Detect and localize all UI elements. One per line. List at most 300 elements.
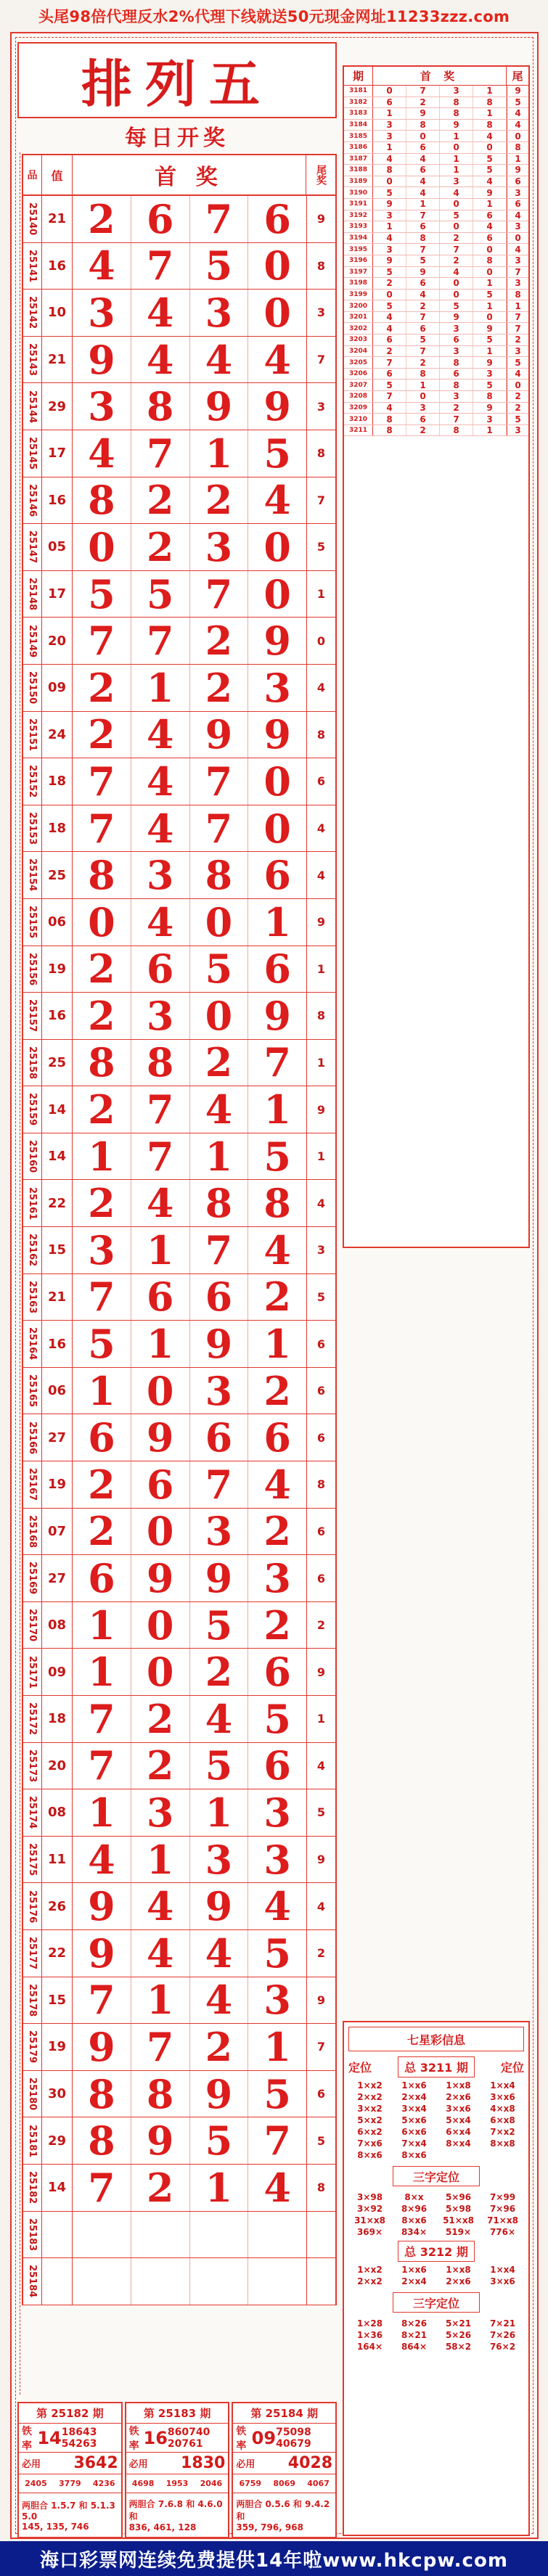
history-digit: 0 bbox=[373, 176, 406, 187]
draw-period: 25180 bbox=[23, 2071, 42, 2117]
combo-item: 7×26 bbox=[489, 2330, 516, 2340]
draw-digit: 2 bbox=[190, 1649, 249, 1695]
history-digit: 7 bbox=[406, 312, 440, 323]
info-box bbox=[343, 2021, 530, 2536]
history-row bbox=[344, 278, 528, 290]
history-digits bbox=[373, 120, 507, 131]
draw-tail: 9 bbox=[306, 196, 335, 242]
draw-digit: 7 bbox=[73, 618, 131, 664]
draw-period: 25146 bbox=[23, 477, 42, 524]
draw-row bbox=[22, 1602, 337, 1649]
history-digit: 2 bbox=[440, 255, 473, 266]
history-row bbox=[344, 142, 528, 154]
history-digits bbox=[373, 312, 507, 323]
history-digit: 2 bbox=[373, 346, 406, 357]
history-digit: 5 bbox=[373, 187, 406, 198]
panel-a-label: 铁率 bbox=[236, 2425, 247, 2452]
history-row bbox=[344, 425, 528, 437]
draw-digit: 2 bbox=[73, 1180, 131, 1226]
history-tail: 3 bbox=[507, 346, 528, 357]
draw-digit: 3 bbox=[131, 993, 190, 1039]
combo-item: 5×x6 bbox=[401, 2115, 427, 2125]
history-row bbox=[344, 97, 528, 109]
draw-digit: 1 bbox=[131, 665, 190, 711]
draw-digit: 3 bbox=[190, 1837, 249, 1883]
draw-period: 25182 bbox=[23, 2165, 42, 2211]
history-digit: 6 bbox=[406, 323, 440, 334]
draw-sum: 29 bbox=[42, 2117, 73, 2164]
combo-item: 51×x8 bbox=[443, 2215, 474, 2226]
history-row bbox=[344, 414, 528, 425]
draw-tail: 9 bbox=[306, 899, 335, 946]
history-digit: 4 bbox=[406, 176, 440, 187]
draw-tail: 5 bbox=[306, 1789, 335, 1836]
draw-period: 25164 bbox=[23, 1321, 42, 1367]
history-tail: 9 bbox=[507, 86, 528, 97]
history-digit: 8 bbox=[440, 380, 473, 390]
combo-item: 2×x2 bbox=[357, 2276, 383, 2286]
history-period: 3191 bbox=[344, 199, 373, 210]
history-digit: 0 bbox=[440, 199, 473, 210]
draw-digits bbox=[73, 1649, 306, 1695]
combo-item: 1×x2 bbox=[357, 2265, 383, 2275]
combo-item: 6×x6 bbox=[401, 2127, 427, 2137]
draw-sum: 20 bbox=[42, 618, 73, 664]
history-digit: 3 bbox=[473, 369, 507, 380]
draw-digit: 4 bbox=[190, 337, 249, 383]
draw-digit: 5 bbox=[73, 1321, 131, 1367]
forecast-panel bbox=[232, 2402, 337, 2538]
history-tail: 0 bbox=[507, 380, 528, 390]
draw-digit: 3 bbox=[73, 383, 131, 430]
combo-item: 834× bbox=[401, 2227, 428, 2237]
history-digit: 5 bbox=[373, 380, 406, 390]
history-row bbox=[344, 290, 528, 301]
history-header-period: 期 bbox=[344, 67, 373, 85]
draw-digits bbox=[73, 1321, 306, 1367]
draw-tail: 4 bbox=[306, 1743, 335, 1789]
combo-list-1 bbox=[344, 2079, 528, 2162]
panel-row-a bbox=[126, 2424, 229, 2453]
draw-digit: 6 bbox=[190, 1274, 249, 1321]
draw-digit: 7 bbox=[73, 1696, 131, 1742]
draw-digit: 5 bbox=[190, 1743, 249, 1789]
history-row bbox=[344, 165, 528, 176]
panel-title: 第 25184 期 bbox=[233, 2403, 335, 2424]
history-digit: 8 bbox=[406, 369, 440, 380]
history-digits bbox=[373, 97, 507, 108]
draw-sum: 30 bbox=[42, 2071, 73, 2117]
history-digits bbox=[373, 300, 507, 311]
draw-tail: 3 bbox=[306, 1227, 335, 1273]
panel-d-line1: 两胆合 0.5.6 和 9.4.2 和 bbox=[236, 2499, 330, 2522]
draw-tail: 6 bbox=[306, 758, 335, 805]
history-tail: 6 bbox=[507, 176, 528, 187]
draw-digits bbox=[73, 196, 306, 242]
combo-item: 2×x6 bbox=[446, 2092, 471, 2102]
draw-sum: 21 bbox=[42, 337, 73, 383]
history-row bbox=[344, 255, 528, 267]
draw-digit: 0 bbox=[263, 523, 291, 570]
history-period: 3190 bbox=[344, 187, 373, 198]
draw-digit: 3 bbox=[190, 524, 249, 570]
history-digit: 0 bbox=[440, 278, 473, 289]
draw-tail bbox=[306, 2212, 335, 2258]
draw-digit: 7 bbox=[190, 805, 249, 852]
draw-row bbox=[22, 1743, 337, 1790]
draw-digit: 8 bbox=[73, 477, 131, 524]
draw-digit: 0 bbox=[131, 1509, 190, 1555]
history-tail: 0 bbox=[507, 233, 528, 244]
history-row bbox=[344, 176, 528, 188]
history-digits bbox=[373, 414, 507, 424]
history-digits bbox=[373, 255, 507, 266]
draw-digit bbox=[131, 2258, 190, 2305]
history-digit: 5 bbox=[473, 335, 507, 345]
draw-digit: 9 bbox=[263, 711, 291, 758]
draw-digit: 9 bbox=[190, 712, 249, 758]
draw-sum: 21 bbox=[42, 196, 73, 242]
history-digits bbox=[373, 278, 507, 289]
draw-digit: 5 bbox=[263, 430, 291, 477]
history-digit: 1 bbox=[473, 425, 507, 436]
combo-item: 1×x8 bbox=[446, 2080, 471, 2091]
history-digit: 6 bbox=[373, 369, 406, 380]
draw-digit: 9 bbox=[263, 992, 291, 1039]
draw-digit: 9 bbox=[263, 383, 291, 430]
history-digit: 0 bbox=[473, 244, 507, 255]
history-digit: 2 bbox=[373, 278, 406, 289]
draw-tail: 3 bbox=[306, 383, 335, 430]
history-digit: 0 bbox=[473, 267, 507, 278]
draw-digit bbox=[131, 2212, 190, 2258]
draw-digits bbox=[73, 571, 306, 618]
panel-b-value: 4028 bbox=[287, 2454, 333, 2472]
draw-row bbox=[22, 1086, 337, 1133]
draw-row bbox=[22, 1883, 337, 1930]
history-digit: 1 bbox=[406, 199, 440, 210]
draw-digit: 2 bbox=[190, 2024, 249, 2070]
history-row bbox=[344, 267, 528, 279]
draw-digit: 2 bbox=[131, 1743, 190, 1789]
draw-sum bbox=[42, 2212, 73, 2258]
combo-item: 3×x4 bbox=[401, 2104, 427, 2114]
draw-digit bbox=[248, 2258, 306, 2305]
draw-digits bbox=[73, 1227, 306, 1273]
history-digit: 2 bbox=[406, 97, 440, 108]
combo-item: 1×x4 bbox=[490, 2080, 515, 2091]
draw-row bbox=[22, 1977, 337, 2025]
draw-digit: 4 bbox=[190, 1930, 249, 1977]
draw-digit: 9 bbox=[131, 1414, 190, 1461]
draw-digits bbox=[73, 1696, 306, 1742]
history-digit: 1 bbox=[473, 300, 507, 311]
draw-digit: 8 bbox=[190, 1180, 249, 1226]
draw-tail: 6 bbox=[306, 1555, 335, 1601]
draw-digit: 8 bbox=[73, 852, 131, 898]
draw-digit: 7 bbox=[73, 1743, 131, 1789]
draw-digit: 2 bbox=[73, 1509, 131, 1555]
history-digit: 6 bbox=[440, 369, 473, 380]
history-tail: 0 bbox=[507, 131, 528, 141]
draw-row bbox=[22, 1837, 337, 1884]
history-tail: 9 bbox=[507, 165, 528, 176]
history-digit: 8 bbox=[373, 165, 406, 176]
history-digit: 9 bbox=[406, 267, 440, 278]
history-period: 3186 bbox=[344, 142, 373, 153]
history-digits bbox=[373, 346, 507, 357]
draw-period: 25143 bbox=[23, 337, 42, 383]
history-digits bbox=[373, 221, 507, 232]
draw-row bbox=[22, 1321, 337, 1368]
draw-sum: 17 bbox=[42, 430, 73, 477]
draw-digits bbox=[73, 2024, 306, 2070]
history-period: 3196 bbox=[344, 255, 373, 266]
sheet-header bbox=[17, 42, 337, 152]
draw-digit: 1 bbox=[190, 1133, 249, 1180]
history-tail: 3 bbox=[507, 425, 528, 436]
draw-tail: 9 bbox=[306, 1086, 335, 1133]
draw-digit: 0 bbox=[73, 524, 131, 570]
draw-row bbox=[22, 1274, 337, 1321]
draw-period: 25183 bbox=[23, 2212, 42, 2258]
header-tail: 尾奖 bbox=[315, 165, 327, 185]
draw-digit: 1 bbox=[73, 1368, 131, 1414]
draw-sum: 14 bbox=[42, 2165, 73, 2211]
combo-item: 6×x8 bbox=[490, 2115, 515, 2125]
draw-digit: 5 bbox=[263, 1929, 291, 1977]
history-tail: 8 bbox=[507, 290, 528, 300]
history-digit: 9 bbox=[373, 255, 406, 266]
combo-item: 2×x6 bbox=[446, 2276, 471, 2286]
draw-digit: 3 bbox=[131, 1789, 190, 1836]
history-digit: 1 bbox=[373, 142, 406, 153]
draw-digit: 4 bbox=[190, 1086, 249, 1133]
draw-period: 25179 bbox=[23, 2024, 42, 2070]
top-banner bbox=[0, 0, 548, 32]
history-digit: 6 bbox=[440, 335, 473, 345]
draw-digit: 1 bbox=[263, 2023, 291, 2070]
draw-digit: 2 bbox=[73, 665, 131, 711]
history-row bbox=[344, 403, 528, 414]
combo-item: 7×x6 bbox=[357, 2138, 383, 2149]
history-digit: 3 bbox=[373, 131, 406, 141]
draw-sum: 29 bbox=[42, 383, 73, 430]
draw-digit bbox=[248, 2212, 306, 2258]
draw-digit: 4 bbox=[131, 1883, 190, 1929]
draw-row bbox=[22, 290, 337, 337]
history-row bbox=[344, 346, 528, 358]
panel-d-line2: 145, 135, 746 bbox=[22, 2521, 89, 2532]
combo-item: 8×96 bbox=[401, 2204, 428, 2214]
history-tail: 4 bbox=[507, 244, 528, 255]
draw-digit: 3 bbox=[190, 290, 249, 336]
draw-tail: 4 bbox=[306, 852, 335, 898]
draw-period: 25150 bbox=[23, 665, 42, 711]
draw-digit: 0 bbox=[263, 758, 291, 805]
draw-digit: 8 bbox=[263, 1180, 291, 1227]
draw-digit: 2 bbox=[131, 477, 190, 524]
draw-digits bbox=[73, 1368, 306, 1414]
draw-digit: 7 bbox=[190, 1227, 249, 1273]
draw-tail: 8 bbox=[306, 430, 335, 477]
combo-item: 5×98 bbox=[445, 2204, 472, 2214]
combo-item: 1×x6 bbox=[401, 2080, 427, 2091]
draw-row bbox=[22, 1649, 337, 1696]
draw-row bbox=[22, 2024, 337, 2071]
combo-item: 71×x8 bbox=[487, 2215, 518, 2226]
draw-digit: 9 bbox=[73, 2024, 131, 2070]
draw-digit: 9 bbox=[73, 337, 131, 383]
draw-sum: 06 bbox=[42, 1368, 73, 1414]
panel-a-right: 860740 20761 bbox=[167, 2426, 210, 2450]
combo-item: 1×36 bbox=[356, 2330, 383, 2340]
draw-digit: 8 bbox=[131, 383, 190, 430]
combo-item: 2×x4 bbox=[401, 2092, 427, 2102]
draw-digit: 3 bbox=[73, 290, 131, 336]
history-row bbox=[344, 335, 528, 346]
draw-sum: 17 bbox=[42, 571, 73, 618]
draw-digit: 4 bbox=[73, 1837, 131, 1883]
draw-digit: 9 bbox=[190, 1321, 249, 1367]
draw-digit: 6 bbox=[73, 1555, 131, 1601]
history-digit: 9 bbox=[406, 108, 440, 119]
history-digits bbox=[373, 210, 507, 221]
draw-digit: 7 bbox=[190, 1461, 249, 1508]
history-digit: 4 bbox=[473, 131, 507, 141]
history-digit: 3 bbox=[373, 120, 406, 131]
draw-digits bbox=[73, 2117, 306, 2164]
history-digits bbox=[373, 86, 507, 97]
draw-digit: 4 bbox=[131, 1930, 190, 1977]
draw-digit: 1 bbox=[73, 1789, 131, 1836]
draw-tail: 4 bbox=[306, 1180, 335, 1226]
history-digit: 4 bbox=[406, 187, 440, 198]
history-digit: 6 bbox=[473, 210, 507, 221]
draw-tail: 4 bbox=[306, 665, 335, 711]
draw-tail: 6 bbox=[306, 1509, 335, 1555]
info-period-row-2 bbox=[348, 2240, 524, 2262]
history-table bbox=[343, 65, 530, 1248]
panel-row-c bbox=[233, 2474, 335, 2493]
panel-b-label: 必用 bbox=[22, 2459, 41, 2470]
draw-sum: 08 bbox=[42, 1789, 73, 1836]
draw-digit: 6 bbox=[131, 1274, 190, 1321]
panel-b-value: 1830 bbox=[181, 2454, 226, 2472]
history-digit: 5 bbox=[440, 210, 473, 221]
panel-c-item: 4698 bbox=[131, 2479, 155, 2488]
draw-digit: 7 bbox=[190, 571, 249, 618]
draw-digit: 0 bbox=[263, 242, 291, 290]
history-digit: 7 bbox=[440, 414, 473, 424]
history-digits bbox=[373, 233, 507, 244]
history-row bbox=[344, 210, 528, 222]
combo-item: 1×x2 bbox=[357, 2080, 383, 2091]
history-digit: 6 bbox=[406, 165, 440, 176]
draw-digit: 0 bbox=[263, 805, 291, 852]
draw-digit: 7 bbox=[73, 805, 131, 852]
history-tail: 4 bbox=[507, 120, 528, 131]
draw-digits bbox=[73, 430, 306, 477]
history-period: 3195 bbox=[344, 244, 373, 255]
draw-digit bbox=[73, 2212, 131, 2258]
draw-period: 25181 bbox=[23, 2117, 42, 2164]
history-digit: 3 bbox=[440, 323, 473, 334]
draw-digit: 1 bbox=[190, 430, 249, 477]
draw-digit: 8 bbox=[131, 2071, 190, 2117]
draw-digit: 4 bbox=[73, 430, 131, 477]
history-period: 3210 bbox=[344, 414, 373, 424]
panel-c-item: 4067 bbox=[307, 2479, 330, 2488]
draw-digit: 1 bbox=[263, 1086, 291, 1133]
draw-tail: 5 bbox=[306, 2117, 335, 2164]
draw-sum: 15 bbox=[42, 1977, 73, 2024]
draw-digit: 4 bbox=[190, 1696, 249, 1742]
panel-a-right: 18643 54263 bbox=[61, 2426, 97, 2450]
history-digit: 8 bbox=[440, 425, 473, 436]
draw-sum: 09 bbox=[42, 665, 73, 711]
combo-item: 5×x4 bbox=[446, 2115, 471, 2125]
draw-digit: 2 bbox=[131, 2165, 190, 2211]
draw-period: 25171 bbox=[23, 1649, 42, 1695]
draw-period: 25169 bbox=[23, 1555, 42, 1601]
history-digit: 6 bbox=[373, 335, 406, 345]
draw-period: 25153 bbox=[23, 805, 42, 852]
draw-digit bbox=[73, 2258, 131, 2305]
combo-item: 8×x4 bbox=[446, 2138, 471, 2149]
draw-period: 25177 bbox=[23, 1930, 42, 1977]
draw-digit: 6 bbox=[263, 1649, 291, 1696]
history-digit: 0 bbox=[440, 142, 473, 153]
history-digits bbox=[373, 290, 507, 300]
history-period: 3197 bbox=[344, 267, 373, 278]
draw-digit: 0 bbox=[190, 993, 249, 1039]
draw-sum: 10 bbox=[42, 290, 73, 336]
draw-digits bbox=[73, 337, 306, 383]
draw-sum: 05 bbox=[42, 524, 73, 570]
draw-period: 25155 bbox=[23, 899, 42, 946]
draw-tail: 8 bbox=[306, 1461, 335, 1508]
history-digit: 1 bbox=[473, 346, 507, 357]
panel-row-d bbox=[126, 2493, 229, 2537]
draw-digit bbox=[190, 2258, 249, 2305]
draw-row bbox=[22, 1461, 337, 1509]
draw-period: 25160 bbox=[23, 1133, 42, 1180]
draw-row bbox=[22, 805, 337, 853]
draw-sum: 18 bbox=[42, 805, 73, 852]
draw-tail: 6 bbox=[306, 1368, 335, 1414]
draw-digits bbox=[73, 477, 306, 524]
draw-digit: 2 bbox=[73, 946, 131, 993]
draw-digit: 5 bbox=[190, 946, 249, 993]
history-tail: 3 bbox=[507, 221, 528, 232]
draw-period: 25162 bbox=[23, 1227, 42, 1273]
history-digit: 5 bbox=[440, 300, 473, 311]
draw-digits bbox=[73, 1743, 306, 1789]
draw-digit: 3 bbox=[190, 1509, 249, 1555]
history-period: 3189 bbox=[344, 176, 373, 187]
draw-period: 25157 bbox=[23, 993, 42, 1039]
draw-digit: 2 bbox=[263, 1508, 291, 1555]
draw-row bbox=[22, 618, 337, 665]
panel-b-label: 必用 bbox=[236, 2459, 255, 2470]
panel-row-b bbox=[233, 2453, 335, 2474]
draw-digit: 1 bbox=[263, 1321, 291, 1368]
draw-digit: 0 bbox=[131, 1368, 190, 1414]
draw-period: 25165 bbox=[23, 1368, 42, 1414]
draw-digit: 0 bbox=[131, 1602, 190, 1649]
draw-digit: 5 bbox=[263, 1133, 291, 1180]
